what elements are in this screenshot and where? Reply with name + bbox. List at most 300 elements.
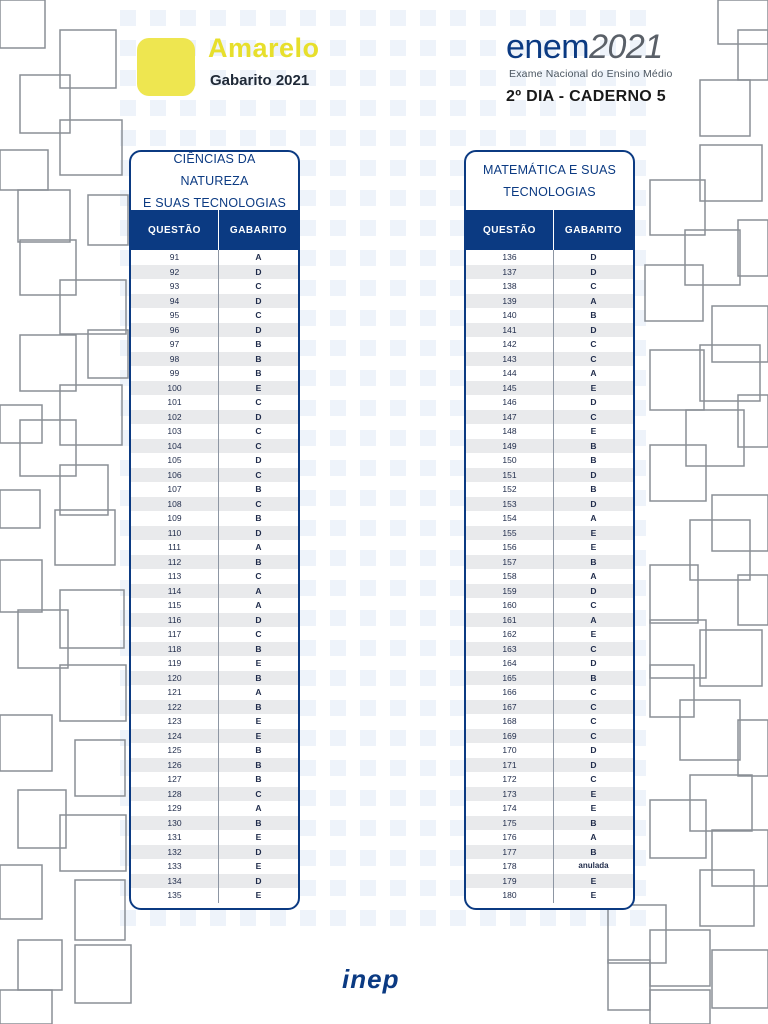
table-row xyxy=(131,874,298,889)
table-row xyxy=(131,584,298,599)
bg-dot xyxy=(390,40,406,56)
question-number: 143 xyxy=(466,352,554,367)
table-ciencias-natureza xyxy=(129,150,300,910)
bg-dot xyxy=(600,130,616,146)
bg-square xyxy=(700,870,754,926)
question-number: 100 xyxy=(131,381,219,396)
bg-square xyxy=(18,940,62,990)
table-row xyxy=(131,627,298,642)
answer-key: B xyxy=(255,513,262,523)
bg-dot xyxy=(420,190,436,206)
question-number: 166 xyxy=(466,685,554,700)
answer-key: C xyxy=(590,643,597,654)
question-number: 139 xyxy=(466,294,554,309)
question-number: 148 xyxy=(466,424,554,439)
bg-dot xyxy=(270,100,286,116)
bg-dot xyxy=(390,550,406,566)
bg-dot xyxy=(300,640,316,656)
question-number: 95 xyxy=(131,308,219,323)
answer-key: B xyxy=(590,484,597,494)
bg-dot xyxy=(480,70,496,86)
answer-key: C xyxy=(255,469,262,480)
bg-dot xyxy=(630,130,646,146)
bg-dot xyxy=(330,910,346,926)
bg-dot xyxy=(330,40,346,56)
bg-dot xyxy=(480,100,496,116)
bg-square xyxy=(60,590,124,648)
bg-dot xyxy=(330,730,346,746)
answer-key: E xyxy=(255,861,262,871)
bg-dot xyxy=(360,880,376,896)
answer-key: D xyxy=(590,585,597,596)
enem-logo-year: 2021 xyxy=(589,28,663,66)
answer-key: C xyxy=(255,426,262,436)
bg-dot xyxy=(300,10,316,26)
bg-dot xyxy=(360,490,376,506)
table-row xyxy=(466,424,633,439)
bg-square xyxy=(700,145,762,201)
answer-key: D xyxy=(255,455,262,465)
bg-dot xyxy=(330,220,346,236)
bg-dot xyxy=(120,910,136,926)
bg-dot xyxy=(420,820,436,836)
question-number: 126 xyxy=(131,758,219,773)
table-row xyxy=(466,526,633,541)
bg-square xyxy=(60,385,122,445)
table-row xyxy=(131,265,298,280)
bg-dot xyxy=(210,910,226,926)
question-number: 176 xyxy=(466,830,554,845)
table-row xyxy=(131,555,298,570)
question-number: 112 xyxy=(131,555,219,570)
question-number: 109 xyxy=(131,511,219,526)
bg-dot xyxy=(390,490,406,506)
bg-square xyxy=(18,790,66,848)
answer-key: B xyxy=(590,440,597,451)
table-row xyxy=(131,671,298,686)
question-number: 149 xyxy=(466,439,554,454)
bg-dot xyxy=(390,730,406,746)
answer-key: D xyxy=(590,745,597,755)
bg-dot xyxy=(360,760,376,776)
table-row xyxy=(466,395,633,410)
enem-logo-word: enem xyxy=(506,28,590,66)
bg-dot xyxy=(360,640,376,656)
bg-dot xyxy=(390,910,406,926)
bg-dot xyxy=(480,910,496,926)
table-row xyxy=(131,787,298,802)
question-number: 142 xyxy=(466,337,554,352)
bg-dot xyxy=(390,880,406,896)
answer-key: B xyxy=(255,672,262,683)
bg-dot xyxy=(330,760,346,776)
table-row xyxy=(131,482,298,497)
question-number: 94 xyxy=(131,294,219,309)
table-row xyxy=(131,540,298,555)
bg-dot xyxy=(540,910,556,926)
answer-key: E xyxy=(255,382,262,393)
table-row xyxy=(466,772,633,787)
bg-dot xyxy=(420,460,436,476)
bg-dot xyxy=(330,490,346,506)
answer-key: B xyxy=(590,455,597,465)
answer-key: C xyxy=(255,571,262,581)
question-number: 111 xyxy=(131,540,219,555)
bg-dot xyxy=(150,10,166,26)
bg-dot xyxy=(630,910,646,926)
gabarito-year-label: Gabarito 2021 xyxy=(210,72,310,89)
table-row xyxy=(131,758,298,773)
bg-square xyxy=(20,420,76,476)
answer-key: B xyxy=(255,774,262,784)
bg-dot xyxy=(420,580,436,596)
bg-dot xyxy=(390,310,406,326)
bg-dot xyxy=(300,550,316,566)
bg-square xyxy=(686,410,744,466)
question-number: 92 xyxy=(131,265,219,280)
bg-square xyxy=(0,865,42,919)
bg-square xyxy=(738,395,768,447)
bg-dot xyxy=(420,10,436,26)
bg-dot xyxy=(330,340,346,356)
booklet-color-title: Amarelo xyxy=(208,33,320,63)
question-number: 136 xyxy=(466,250,554,265)
bg-square xyxy=(700,345,760,401)
table-row xyxy=(466,816,633,831)
bg-dot xyxy=(390,400,406,416)
bg-dot xyxy=(330,790,346,806)
question-number: 179 xyxy=(466,874,554,889)
question-number: 101 xyxy=(131,395,219,410)
bg-square xyxy=(712,830,768,886)
answer-key: B xyxy=(255,368,262,378)
bg-dot xyxy=(420,850,436,866)
table-row xyxy=(466,352,633,367)
bg-square xyxy=(60,815,126,871)
answer-key: C xyxy=(255,440,262,451)
bg-dot xyxy=(150,130,166,146)
answer-key: C xyxy=(590,281,597,291)
table-row xyxy=(466,511,633,526)
question-number: 159 xyxy=(466,584,554,599)
bg-square xyxy=(0,560,42,612)
answer-key: D xyxy=(255,614,262,625)
bg-dot xyxy=(360,160,376,176)
header-questao: QUESTÃO xyxy=(131,210,219,250)
bg-dot xyxy=(300,910,316,926)
bg-dot xyxy=(360,10,376,26)
bg-square xyxy=(690,520,750,580)
table-row xyxy=(466,366,633,381)
answer-key: anulada xyxy=(578,861,609,870)
table-row xyxy=(131,598,298,613)
answer-key: D xyxy=(255,875,262,886)
bg-dot xyxy=(240,10,256,26)
table-row xyxy=(466,410,633,425)
table-row xyxy=(466,439,633,454)
answer-key: B xyxy=(590,817,597,828)
table-title-line2: TECNOLOGIAS xyxy=(503,185,596,199)
answer-key: E xyxy=(590,788,597,799)
bg-dot xyxy=(390,790,406,806)
table-row xyxy=(466,801,633,816)
bg-dot xyxy=(360,400,376,416)
bg-dot xyxy=(360,70,376,86)
bg-dot xyxy=(390,70,406,86)
header-questao: QUESTÃO xyxy=(466,210,554,250)
bg-square xyxy=(60,465,108,515)
bg-dot xyxy=(360,40,376,56)
bg-square xyxy=(0,150,48,190)
question-number: 91 xyxy=(131,250,219,265)
bg-dot xyxy=(480,40,496,56)
answer-key: B xyxy=(255,701,262,712)
bg-dot xyxy=(300,160,316,176)
question-number: 146 xyxy=(466,395,554,410)
bg-square xyxy=(60,665,126,721)
question-number: 125 xyxy=(131,743,219,758)
table-row xyxy=(131,816,298,831)
question-number: 170 xyxy=(466,743,554,758)
table-row xyxy=(131,410,298,425)
bg-square xyxy=(75,945,131,1003)
answer-key: D xyxy=(590,469,597,480)
question-number: 121 xyxy=(131,685,219,700)
bg-dot xyxy=(330,460,346,476)
question-number: 137 xyxy=(466,265,554,280)
bg-dot xyxy=(420,610,436,626)
bg-dot xyxy=(450,40,466,56)
answer-key: A xyxy=(255,542,262,552)
answer-key: A xyxy=(255,687,262,697)
bg-dot xyxy=(330,100,346,116)
question-number: 93 xyxy=(131,279,219,294)
bg-dot xyxy=(450,910,466,926)
bg-dot xyxy=(300,760,316,776)
bg-dot xyxy=(210,100,226,116)
question-number: 151 xyxy=(466,468,554,483)
question-number: 157 xyxy=(466,555,554,570)
question-number: 162 xyxy=(466,627,554,642)
question-number: 153 xyxy=(466,497,554,512)
answer-key: E xyxy=(590,542,597,552)
bg-square xyxy=(0,405,42,443)
question-number: 164 xyxy=(466,656,554,671)
answer-key: E xyxy=(255,658,262,668)
table-row xyxy=(131,700,298,715)
question-number: 168 xyxy=(466,714,554,729)
table-row xyxy=(466,381,633,396)
bg-dot xyxy=(330,640,346,656)
bg-square xyxy=(650,990,710,1024)
answer-key: E xyxy=(255,730,262,741)
table-row xyxy=(131,323,298,338)
bg-square xyxy=(20,75,70,133)
table-row xyxy=(466,729,633,744)
bg-square xyxy=(650,800,706,858)
bg-dot xyxy=(360,370,376,386)
answer-key: D xyxy=(255,266,262,277)
bg-dot xyxy=(330,310,346,326)
bg-dot xyxy=(420,280,436,296)
bg-dot xyxy=(390,130,406,146)
table-row xyxy=(466,250,633,265)
bg-dot xyxy=(420,910,436,926)
bg-dot xyxy=(390,280,406,296)
bg-dot xyxy=(360,340,376,356)
bg-dot xyxy=(360,610,376,626)
answer-key: C xyxy=(590,730,597,741)
question-number: 140 xyxy=(466,308,554,323)
question-number: 147 xyxy=(466,410,554,425)
bg-square xyxy=(738,220,768,276)
answer-key: A xyxy=(590,513,597,523)
answer-key: B xyxy=(255,643,262,654)
header-gabarito: GABARITO xyxy=(229,224,288,236)
bg-square xyxy=(738,720,768,776)
question-number: 167 xyxy=(466,700,554,715)
bg-dot xyxy=(270,10,286,26)
table-body xyxy=(466,250,633,903)
bg-dot xyxy=(330,700,346,716)
answer-key: B xyxy=(590,310,597,320)
bg-dot xyxy=(330,130,346,146)
bg-dot xyxy=(360,700,376,716)
table-row xyxy=(466,497,633,512)
question-number: 156 xyxy=(466,540,554,555)
answer-key: D xyxy=(255,324,262,335)
answer-key: B xyxy=(255,339,262,349)
bg-dot xyxy=(390,700,406,716)
bg-dot xyxy=(510,910,526,926)
bg-dot xyxy=(420,100,436,116)
bg-square xyxy=(0,490,40,528)
bg-square xyxy=(18,190,70,242)
table-row xyxy=(466,584,633,599)
question-number: 172 xyxy=(466,772,554,787)
answer-key: E xyxy=(590,803,597,813)
bg-square xyxy=(650,565,698,623)
bg-dot xyxy=(330,190,346,206)
question-number: 133 xyxy=(131,859,219,874)
table-row xyxy=(131,250,298,265)
bg-dot xyxy=(360,310,376,326)
bg-dot xyxy=(600,10,616,26)
answer-key: A xyxy=(590,295,597,306)
table-row xyxy=(466,685,633,700)
bg-dot xyxy=(240,100,256,116)
bg-dot xyxy=(360,730,376,746)
question-number: 123 xyxy=(131,714,219,729)
answer-key: C xyxy=(255,397,262,407)
bg-dot xyxy=(300,820,316,836)
bg-dot xyxy=(180,910,196,926)
table-row xyxy=(131,453,298,468)
bg-dot xyxy=(330,430,346,446)
bg-square xyxy=(608,960,650,1010)
bg-dot xyxy=(360,220,376,236)
question-number: 141 xyxy=(466,323,554,338)
table-row xyxy=(131,569,298,584)
question-number: 171 xyxy=(466,758,554,773)
question-number: 119 xyxy=(131,656,219,671)
answer-key: C xyxy=(590,774,597,784)
bg-dot xyxy=(390,520,406,536)
header-gabarito: GABARITO xyxy=(564,224,623,236)
question-number: 106 xyxy=(131,468,219,483)
question-number: 160 xyxy=(466,598,554,613)
table-row xyxy=(131,279,298,294)
answer-key: A xyxy=(590,368,597,378)
day-caderno-label: 2º DIA - CADERNO 5 xyxy=(506,88,667,105)
question-number: 174 xyxy=(466,801,554,816)
question-number: 124 xyxy=(131,729,219,744)
answer-key: D xyxy=(590,658,597,668)
bg-square xyxy=(55,510,115,565)
bg-dot xyxy=(210,10,226,26)
answer-key: C xyxy=(590,353,597,364)
answer-key: E xyxy=(590,426,597,436)
bg-dot xyxy=(240,910,256,926)
question-number: 150 xyxy=(466,453,554,468)
bg-square xyxy=(650,620,706,678)
bg-dot xyxy=(420,130,436,146)
bg-dot xyxy=(360,460,376,476)
answer-key: A xyxy=(590,832,597,842)
bg-dot xyxy=(390,670,406,686)
question-number: 107 xyxy=(131,482,219,497)
question-number: 114 xyxy=(131,584,219,599)
answer-key: C xyxy=(590,701,597,712)
bg-dot xyxy=(300,400,316,416)
answer-key: B xyxy=(590,846,597,857)
answer-key: D xyxy=(590,266,597,277)
question-number: 144 xyxy=(466,366,554,381)
bg-dot xyxy=(450,100,466,116)
bg-dot xyxy=(390,190,406,206)
bg-dot xyxy=(540,10,556,26)
bg-dot xyxy=(480,10,496,26)
table-row xyxy=(466,598,633,613)
table-row xyxy=(131,888,298,903)
table-title xyxy=(466,152,633,210)
table-row xyxy=(466,874,633,889)
bg-dot xyxy=(420,160,436,176)
table-row xyxy=(131,714,298,729)
bg-square xyxy=(75,880,125,940)
bg-dot xyxy=(300,670,316,686)
bg-dot xyxy=(180,130,196,146)
bg-square xyxy=(690,775,752,831)
question-number: 129 xyxy=(131,801,219,816)
bg-dot xyxy=(570,10,586,26)
bg-dot xyxy=(360,130,376,146)
bg-dot xyxy=(420,220,436,236)
bg-dot xyxy=(390,820,406,836)
bg-square xyxy=(738,575,768,625)
inep-logo: inep xyxy=(342,964,400,994)
bg-dot xyxy=(360,100,376,116)
bg-dot xyxy=(300,280,316,296)
question-number: 177 xyxy=(466,845,554,860)
answer-key: D xyxy=(255,846,262,857)
bg-dot xyxy=(300,850,316,866)
bg-dot xyxy=(390,580,406,596)
table-row xyxy=(466,700,633,715)
table-row xyxy=(466,758,633,773)
bg-dot xyxy=(210,130,226,146)
bg-dot xyxy=(390,220,406,236)
